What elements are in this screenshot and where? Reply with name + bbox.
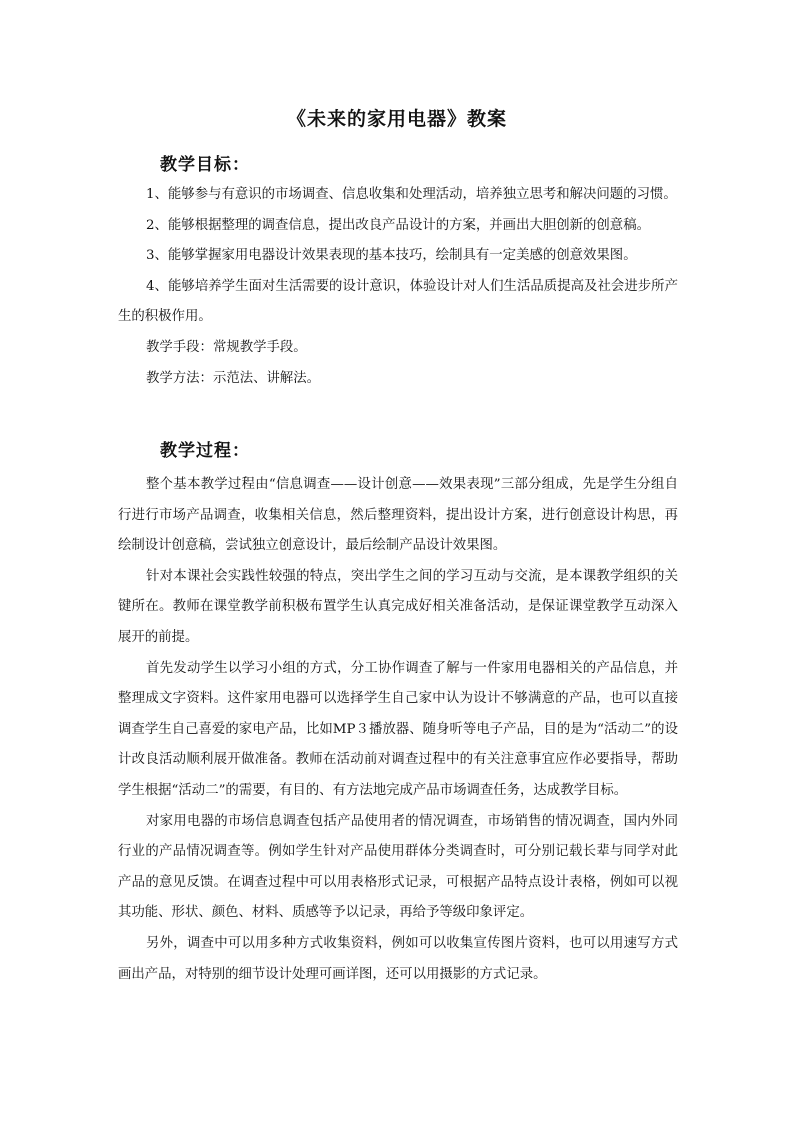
objectives-section — [118, 180, 678, 394]
process-paragraph-2: 针对本课社会实践性较强的特点，突出学生之间的学习互动与交流，是本课教学组织的关键所在。教师在课堂教学前积极布置学生认真完成好相关准备活动，是保证课堂教学互动深入展开的前提。 — [118, 568, 678, 645]
document-title: 《未来的家用电器》教案 — [286, 108, 507, 130]
teaching-methods: 教学方法：示范法、讲解法。 — [146, 370, 321, 386]
objective-item-4: 4、能够培养学生面对生活需要的设计意识，体验设计对人们生活品质提高及社会进步所产生的积极作用。 — [118, 278, 678, 325]
process-heading: 教学过程： — [160, 441, 250, 461]
objective-item-3: 3、能够掌握家用电器设计效果表现的基本技巧，绘制具有一定美感的创意效果图。 — [146, 248, 637, 264]
process-section — [118, 470, 678, 990]
process-paragraph-3: 首先发动学生以学习小组的方式，分工协作调查了解与一件家用电器相关的产品信息，并整理成文字资料。这件家用电器可以选择学生自己家中认为设计不够满意的产品，也可以直接调查学生自己喜爱的家电产品，比如MP３播放器、随身听等电子产品，目的是为“活动二”的设计改良活动顺利展开做准备。教师在活动前对调查过程中的有关注意事宜应作必要指导，帮助学生根据“活动二”的需要，有目的、有方法地完成产品市场调查任务，达成教学目标。 — [118, 660, 678, 798]
process-paragraph-1: 整个基本教学过程由“信息调查——设计创意——效果表现”三部分组成，先是学生分组自行进行市场产品调查，收集相关信息，然后整理资料，提出设计方案，进行创意设计构思，再绘制设计创意稿，尝试独立创意设计，最后绘制产品设计效果图。 — [118, 477, 678, 554]
objective-item-1: 1、能够参与有意识的市场调查、信息收集和处理活动，培养独立思考和解决问题的习惯。 — [146, 187, 677, 202]
teaching-means: 教学手段：常规教学手段。 — [146, 339, 307, 355]
objectives-heading: 教学目标： — [160, 155, 250, 175]
process-paragraph-4: 对家用电器的市场信息调查包括产品使用者的情况调查，市场销售的情况调查，国内外同行业的产品情况调查等。例如学生针对产品使用群体分类调查时，可分别记载长辈与同学对此产品的意见反馈。在调查过程中可以用表格形式记录，可根据产品特点设计表格，例如可以视其功能、形状、颜色、材料、质感等予以记录，再给予等级印象评定。 — [118, 813, 678, 921]
process-paragraph-5: 另外，调查中可以用多种方式收集资料，例如可以收集宣传图片资料，也可以用速写方式画出产品，对特别的细节设计处理可画详图，还可以用摄影的方式记录。 — [118, 935, 678, 982]
objective-item-2: 2、能够根据整理的调查信息，提出改良产品设计的方案，并画出大胆创新的创意稿。 — [146, 217, 650, 233]
